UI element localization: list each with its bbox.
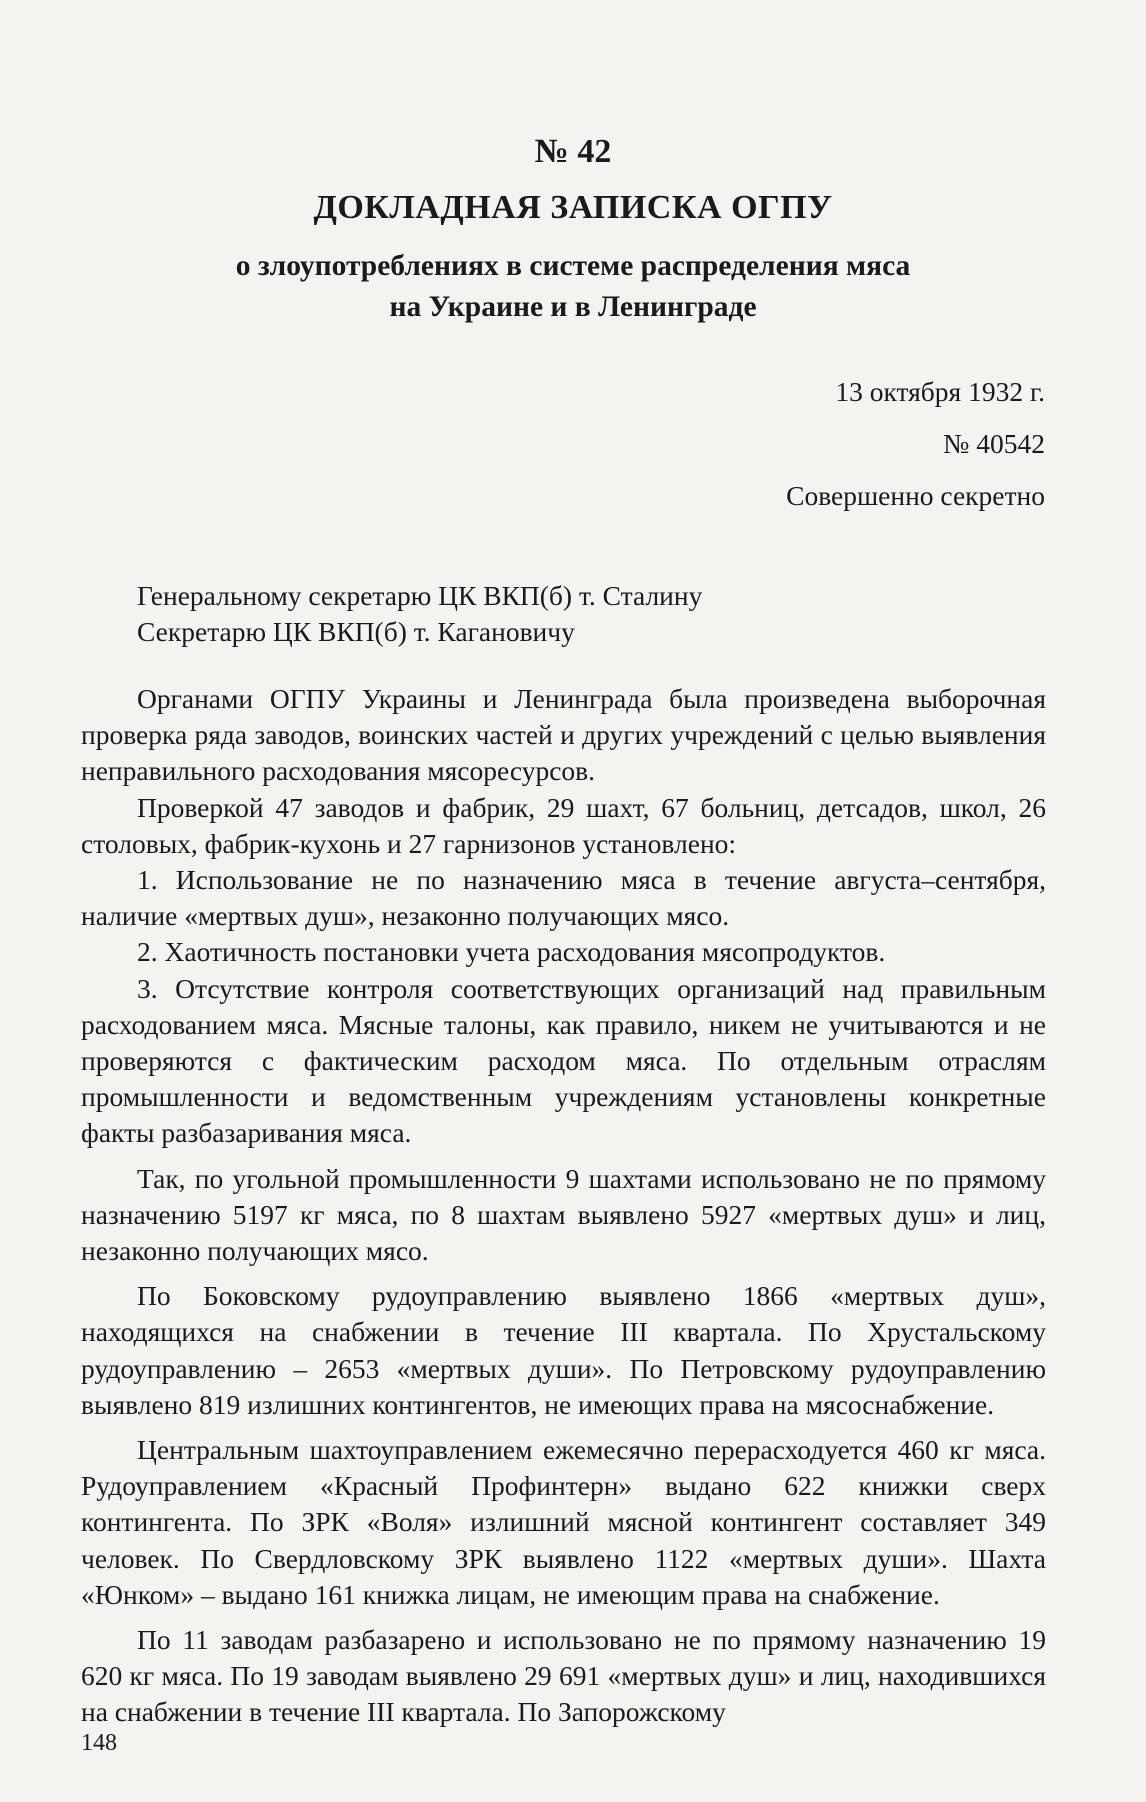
document-number: № 42 (534, 133, 612, 170)
paragraph: По 11 заводам разбазарено и использовано не по прямому назначению 19 620 кг мяса. По 19 заводам выявлено 29 691 «мертвых душ» и лиц, находившихся на снабжении в течение III квартала. По Запорожскому (81, 1624, 1046, 1728)
page-number: 148 (81, 1730, 117, 1756)
addressee-line: Секретарю ЦК ВКП(б) т. Кагановичу (137, 616, 575, 647)
paragraph: 3. Отсутствие контроля соответствующих организаций над правильным расходованием мяса. Мясные талоны, как правило, никем не учитываются и не проверяются с фактическим расходом мяса. По отдельным отраслям промышленности и ведомственным учреждениям установлены конкретные факты разбазаривания мяса. (81, 972, 1046, 1149)
document-subtitle (80, 246, 1066, 328)
document-body (81, 681, 1046, 1731)
paragraph: Так, по угольной промышленности 9 шахтами использовано не по прямому назначению 5197 кг мяса, по 8 шахтам выявлено 5927 «мертвых душ» и лиц, незаконно получающих мясо. (81, 1162, 1046, 1267)
paragraph: По Боковскому рудоуправлению выявлено 1866 «мертвых душ», находящихся на снабжении в течение III квартала. По Хрустальскому рудоуправлению – 2653 «мертвых души». По Петровскому рудоуправлению выявлено 819 излишних контингентов, не имеющих права на мясоснабжение. (81, 1280, 1046, 1420)
addressee-line: Генеральному секретарю ЦК ВКП(б) т. Сталину (137, 580, 703, 611)
paragraph: 2. Хаотичность постановки учета расходования мясопродуктов. (137, 936, 886, 968)
document-title: ДОКЛАДНАЯ ЗАПИСКА ОГПУ (313, 189, 833, 226)
subtitle-line: о злоупотреблениях в системе распределения мяса (235, 250, 911, 282)
subtitle-line: на Украине и в Ленинграде (389, 291, 757, 323)
document-date: 13 октября 1932 г. (835, 376, 1045, 407)
paragraph: Органами ОГПУ Украины и Ленинграда была произведена выборочная проверка ряда заводов, воинских частей и других учреждений с целью выявления неправильного расходования мясоресурсов. (81, 683, 1046, 787)
paragraph: 1. Использование не по назначению мяса в течение августа–сентября, наличие «мертвых душ», незаконно получающих мясо. (81, 864, 1046, 932)
classification-label: Совершенно секретно (786, 480, 1045, 511)
registration-number: № 40542 (943, 428, 1045, 459)
paragraph: Проверкой 47 заводов и фабрик, 29 шахт, 67 больниц, детсадов, школ, 26 столовых, фабрик-кухонь и 27 гарнизонов установлено: (81, 791, 1046, 859)
paragraph: Центральным шахтоуправлением ежемесячно перерасходуется 460 кг мяса. Рудоуправлением «Красный Профинтерн» выдано 622 книжки сверх контингента. По ЗРК «Воля» излишний мясной контингент составляет 349 человек. По Свердловскому ЗРК выявлено 1122 «мертвых души». Шахта «Юнком» – выдано 161 книжка лицам, не имеющим права на снабжение. (81, 1434, 1046, 1610)
